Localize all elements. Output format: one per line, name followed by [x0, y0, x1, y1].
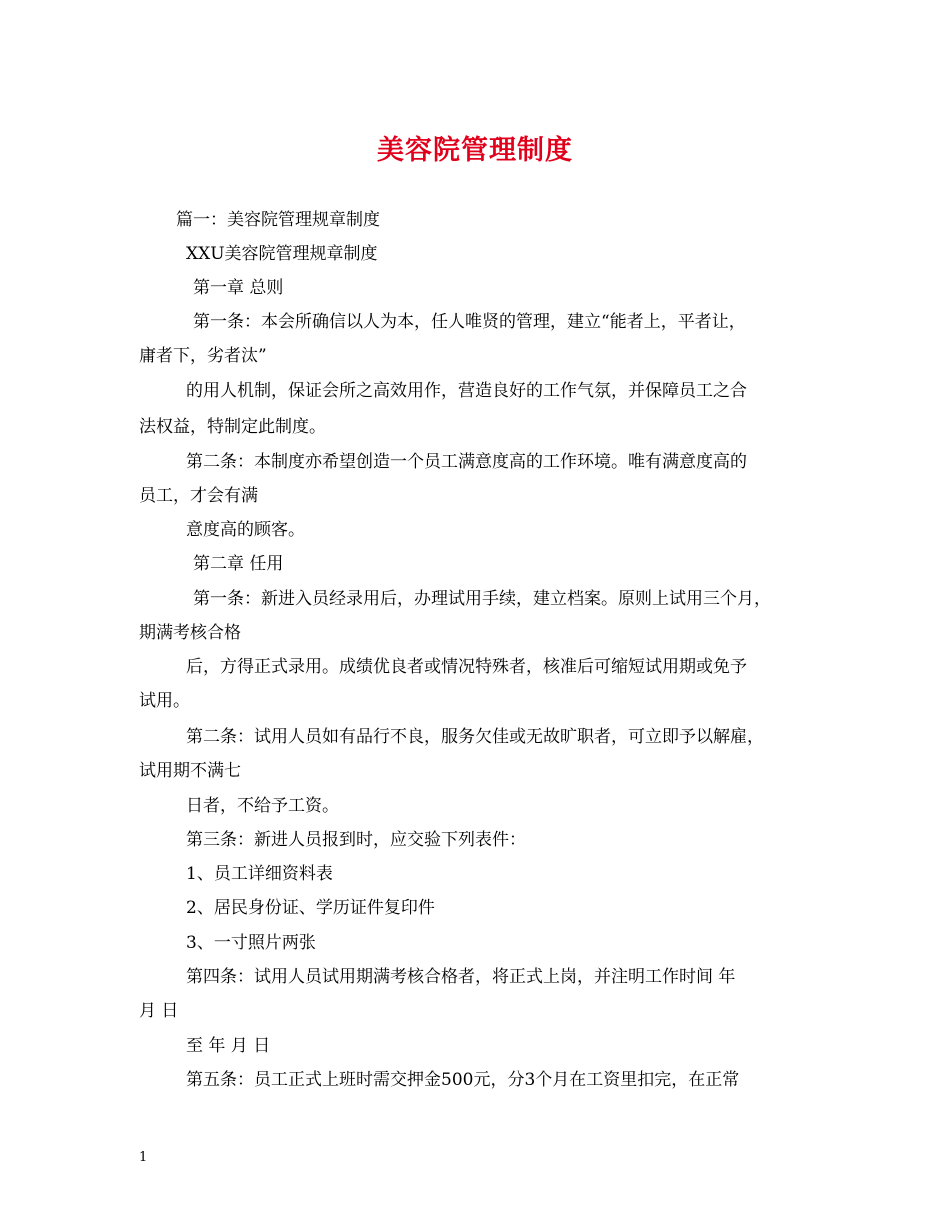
page-number: 1: [139, 1150, 148, 1165]
text-line: 法权益，特制定此制度。: [139, 417, 326, 437]
text-line: 试用期不满七: [139, 761, 241, 781]
text-line: 第一条：新进入员经录用后，办理试用手续，建立档案。原则上试用三个月，: [193, 589, 771, 609]
text-line: 第二条：试用人员如有品行不良，服务欠佳或无故旷职者，可立即予以解雇，: [186, 727, 764, 747]
text-line: 第一章 总则: [193, 278, 284, 298]
text-line: 篇一：美容院管理规章制度: [176, 210, 380, 230]
text-line: 第二章 任用: [193, 554, 284, 574]
document-title: 美容院管理制度: [377, 135, 573, 166]
text-line: 意度高的顾客。: [186, 520, 305, 540]
text-line: XXU美容院管理规章制度: [186, 244, 378, 264]
text-line: 3、一寸照片两张: [186, 933, 316, 953]
text-line: 后，方得正式录用。成绩优良者或情况特殊者，核准后可缩短试用期或免予: [186, 657, 747, 677]
text-line: 期满考核合格: [139, 623, 241, 643]
text-line: 第四条：试用人员试用期满考核合格者，将正式上岗，并注明工作时间 年: [186, 967, 736, 987]
text-line: 第三条：新进人员报到时，应交验下列表件：: [186, 830, 526, 850]
text-line: 第五条：员工正式上班时需交押金500元，分3个月在工资里扣完，在正常: [186, 1070, 740, 1090]
text-line: 庸者下，劣者汰”: [139, 346, 267, 366]
text-line: 第二条：本制度亦希望创造一个员工满意度高的工作环境。唯有满意度高的: [186, 452, 747, 472]
text-line: 月 日: [139, 1001, 179, 1021]
text-line: 的用人机制，保证会所之高效用作，营造良好的工作气氛，并保障员工之合: [186, 381, 747, 401]
text-line: 2、居民身份证、学历证件复印件: [186, 898, 435, 918]
text-line: 员工，才会有满: [139, 486, 258, 506]
text-line: 试用。: [139, 691, 190, 711]
text-line: 至 年 月 日: [186, 1036, 271, 1056]
text-line: 日者，不给予工资。: [186, 796, 339, 816]
text-line: 1、员工详细资料表: [186, 864, 333, 884]
text-line: 第一条：本会所确信以人为本，任人唯贤的管理，建立“能者上，平者让，: [193, 312, 746, 332]
